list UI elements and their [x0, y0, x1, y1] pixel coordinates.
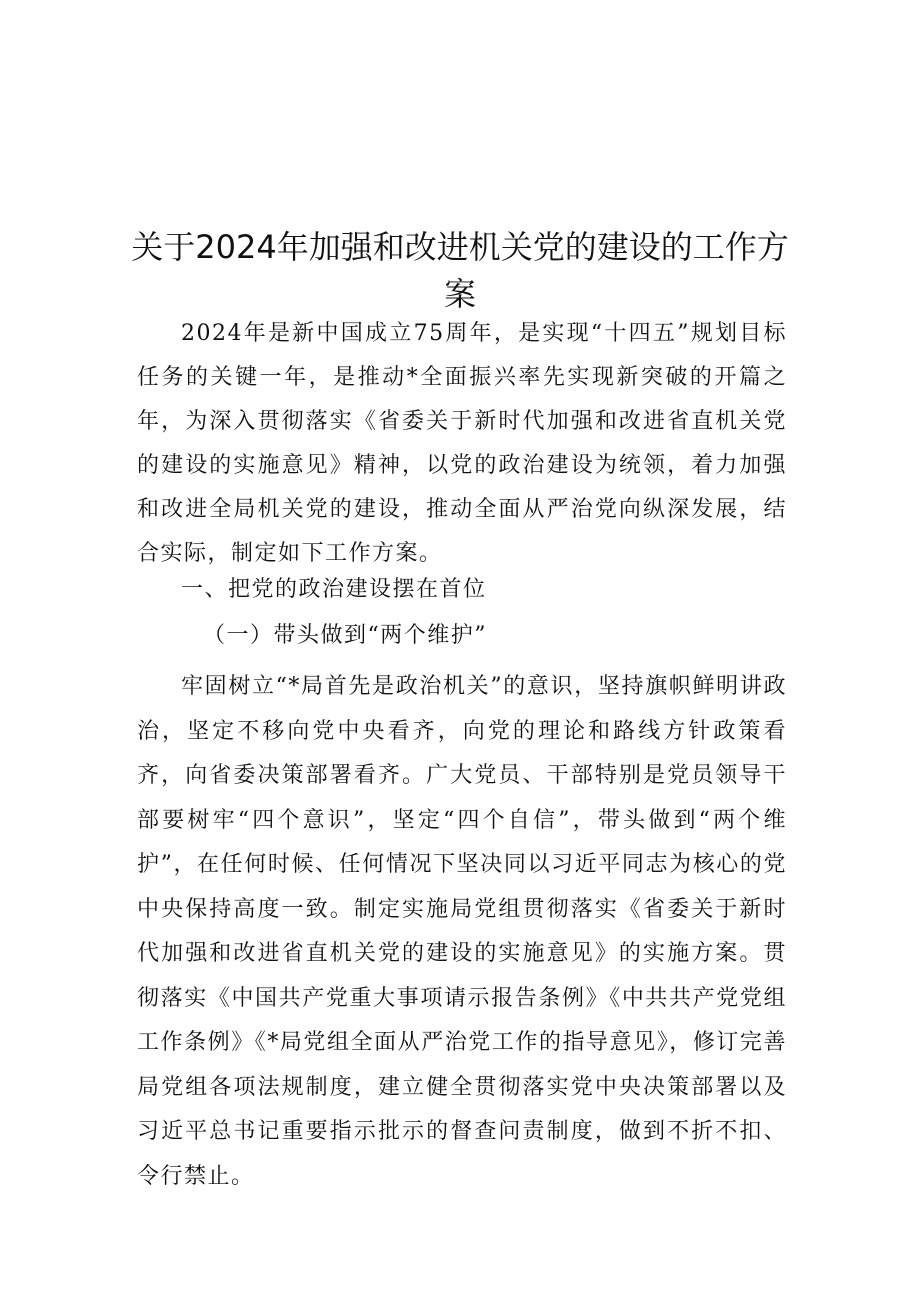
subsection-heading: （一）带头做到“两个维护”	[203, 623, 487, 648]
body-paragraph: 牢固树立“*局首先是政治机关”的意识，坚持旗帜鲜明讲政治，坚定不移向党中央看齐，向党的理论和路线方针政策看齐，向省委决策部署看齐。广大党员、干部特别是党员领导干部要树牢“四个意识”，坚定“四个自信”，带头做到“两个维护”，在任何时候、任何情况下坚决同以习近平同志为核心的党中央保持高度一致。制定实施局党组贯彻落实《省委关于新时代加强和改进省直机关党的建设的实施意见》的实施方案。贯彻落实《中国共产党重大事项请示报告条例》《中共共产党党组工作条例》《*局党组全面从严治党工作的指导意见》，修订完善局党组各项法规制度，建立健全贯彻落实党中央决策部署以及习近平总书记重要指示批示的督查问责制度，做到不折不扣、令行禁止。	[137, 674, 787, 1189]
document-title: 关于2024年加强和改进机关党的建设的工作方案	[131, 228, 789, 313]
section-heading: 一、把党的政治建设摆在首位	[181, 577, 487, 602]
intro-paragraph: 2024年是新中国成立75周年，是实现“十四五”规划目标任务的关键一年，是推动*全面振兴率先实现新突破的开篇之年，为深入贯彻落实《省委关于新时代加强和改进省直机关党的建设的实施意见》精神，以党的政治建设为统领，着力加强和改进全局机关党的建设，推动全面从严治党向纵深发展，结合实际，制定如下工作方案。	[137, 321, 787, 566]
